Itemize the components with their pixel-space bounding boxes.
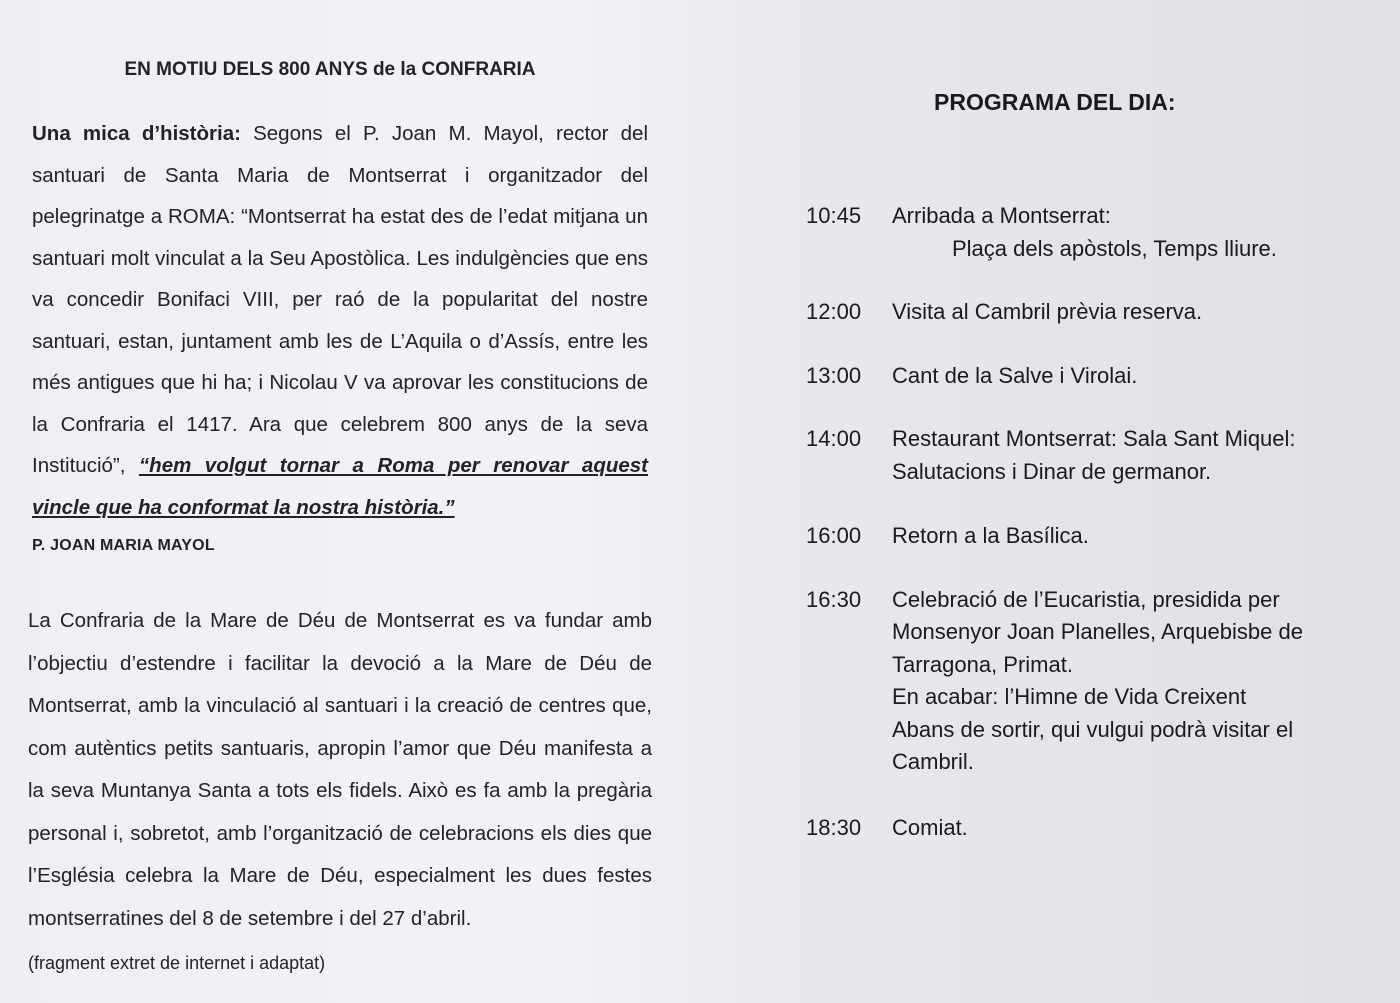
program-time: 18:30 [806, 814, 862, 840]
program-line: Plaça dels apòstols, Temps lliure. [952, 235, 1277, 261]
history-paragraph [32, 113, 648, 528]
program-line: Restaurant Montserrat: Sala Sant Miquel: [892, 426, 1296, 451]
program-column [806, 84, 1376, 844]
program-line: En acabar: l’Himne de Vida Creixent [892, 684, 1247, 709]
program-line: Monsenyor Joan Planelles, Arquebisbe de [892, 619, 1303, 644]
program-desc [892, 200, 1376, 265]
program-time: 16:30 [806, 586, 862, 612]
program-line: Abans de sortir, qui vulgui podrà visitar el [892, 716, 1294, 742]
program-time: 13:00 [806, 362, 862, 388]
program-item [806, 423, 1376, 488]
program-desc [892, 812, 1376, 845]
fragment-note: (fragment extret de internet i adaptat) [28, 953, 326, 973]
program-item [806, 296, 1376, 329]
program-time: 16:00 [806, 523, 862, 548]
program-line: Comiat. [892, 814, 968, 840]
program-desc [892, 584, 1376, 779]
program-desc [892, 360, 1376, 393]
program-line: Retorn a la Basílica. [892, 523, 1089, 548]
confraria-paragraph: La Confraria de la Mare de Déu de Montserrat es va fundar amb l’objectiu d’estendre i facilitar la devoció a la Mare de Déu de Montserrat, amb la vinculació al santuari i la creació de centres que, com autèntics petits santuaris, apropin l’amor que Déu manifesta a la seva Muntanya Santa a tots els fidels. Això es fa amb la pregària personal i, sobretot, amb l’organització de celebracions els dies que l’Església celebra la Mare de Déu, especialment les dues festes montserratines del 8 de setembre i del 27 d’abril. [28, 609, 652, 930]
left-title: EN MOTIU DELS 800 ANYS de la CONFRARIA [124, 59, 536, 80]
program-line: Visita al Cambril prèvia reserva. [892, 299, 1203, 324]
program-item [806, 520, 1376, 553]
history-heading: Una mica d’història: [32, 122, 241, 145]
left-column [24, 55, 656, 978]
program-time: 14:00 [806, 426, 862, 451]
program-line: Cambril. [892, 749, 974, 774]
history-text: Segons el P. Joan M. Mayol, rector del santuari de Santa Maria de Montserrat i organitzador del pelegrinatge a ROMA: “Montserrat ha estat des de l’edat mitjana un santuari molt vinculat a la Seu Apostòlica. Les indulgències que ens va concedir Bonifaci VIII, per raó de la popularitat del nostre santuari, estan, juntament amb les de L’Aquila o d’Assís, entre les més antigues que hi ha; i Nicolau V va aprovar les constitucions de la Confraria el 1417. Ara que celebrem 800 anys de la seva Institució”, [32, 122, 648, 477]
program-item [806, 200, 1376, 265]
program-desc [892, 520, 1376, 553]
program-time: 12:00 [806, 299, 862, 324]
program-item [806, 812, 1376, 845]
signature: P. JOAN MARIA MAYOL [32, 537, 215, 554]
program-line: Salutacions i Dinar de germanor. [892, 458, 1212, 484]
program-title: PROGRAMA DEL DIA: [934, 89, 1176, 115]
program-time: 10:45 [806, 203, 862, 228]
program-line: Cant de la Salve i Virolai. [892, 362, 1138, 388]
program-item [806, 360, 1376, 393]
program-desc [892, 296, 1376, 329]
program-desc [892, 423, 1376, 488]
program-line: Celebració de l’Eucaristia, presidida per [892, 586, 1280, 612]
program-line: Tarragona, Primat. [892, 651, 1073, 677]
history-quote: “hem volgut tornar a Roma per renovar aquest vincle que ha conformat la nostra història.” [32, 454, 648, 519]
program-item [806, 584, 1376, 779]
program-line: Arribada a Montserrat: [892, 203, 1111, 228]
